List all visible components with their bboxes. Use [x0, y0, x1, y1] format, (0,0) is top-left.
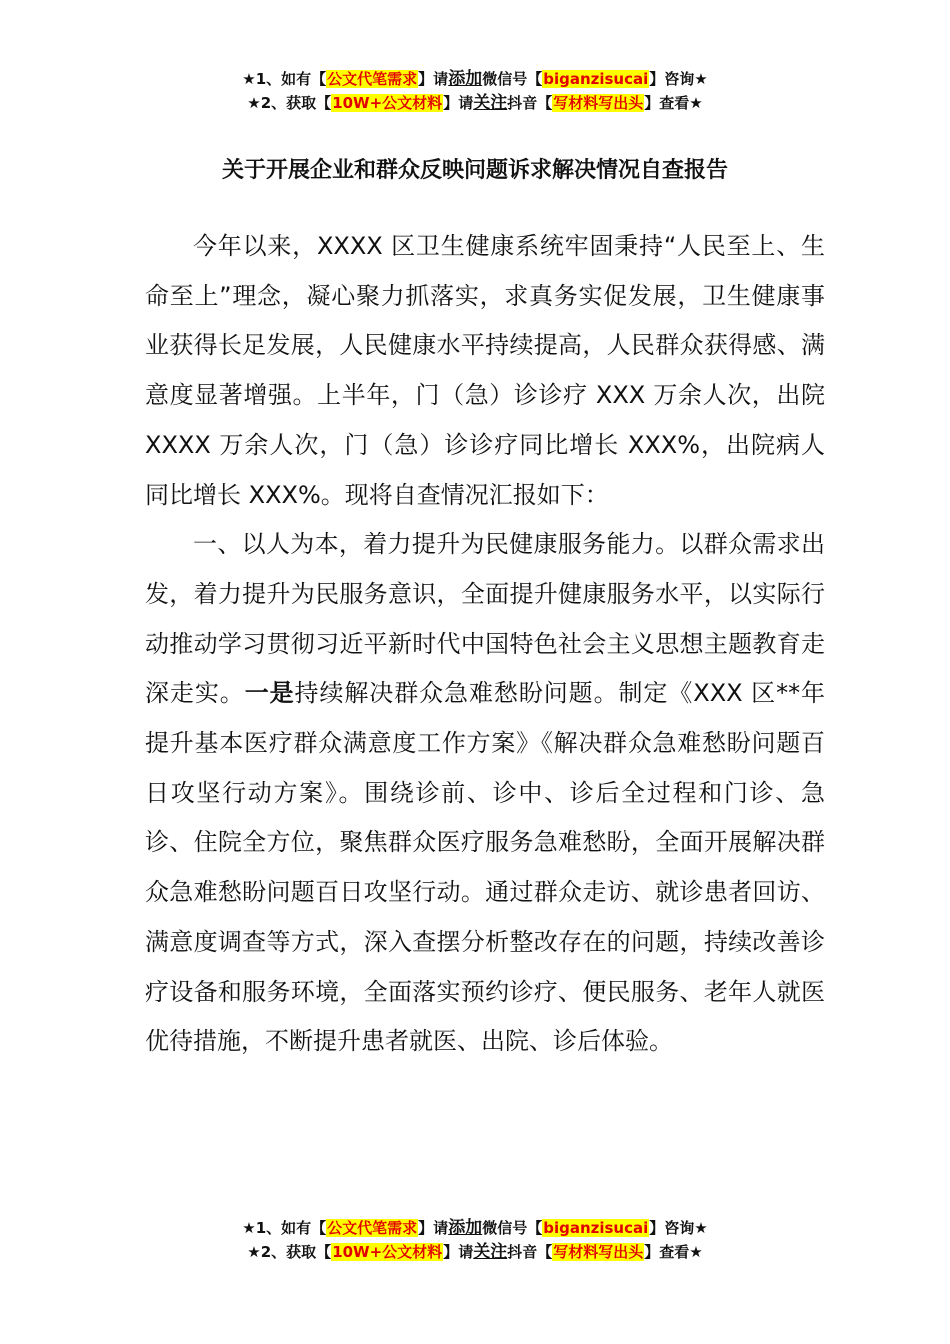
promo-text: 】咨询★ [649, 70, 708, 88]
promo-text: 抖音【 [507, 94, 553, 112]
highlight-wechat-id: biganzisucai [543, 70, 649, 88]
emphasis-text: 一是 [244, 679, 295, 708]
promo-text: 微信号【 [482, 1219, 543, 1237]
promo-text: 】请 [443, 94, 474, 112]
promo-line-2 [0, 1240, 950, 1264]
underlined-add: 添加 [448, 69, 483, 89]
promo-line-2 [0, 91, 950, 115]
promo-text: 】查看★ [644, 94, 703, 112]
promo-line-1 [0, 67, 950, 91]
promo-line-1 [0, 1216, 950, 1240]
underlined-follow: 关注 [473, 93, 508, 113]
promo-text: 】请 [443, 1243, 474, 1261]
promo-text: 抖音【 [507, 1243, 553, 1261]
paragraph-text: 持续解决群众急难愁盼问题。制定《XXX 区**年提升基本医疗群众满意度工作方案》《解决群众急难愁盼问题百日攻坚行动方案》。围绕诊前、诊中、诊后全过程和门诊、急诊、住院全方位，聚焦群众医疗服务急难愁盼，全面开展解决群众急难愁盼问题百日攻坚行动。通过群众走访、就诊患者回访、满意度调查等方式，深入查摆分析整改存在的问题，持续改善诊疗设备和服务环境，全面落实预约诊疗、便民服务、老年人就医优待措施，不断提升患者就医、出院、诊后体验。 [145, 679, 825, 1056]
promo-text: 】请 [418, 70, 449, 88]
highlight-materials: 10W+公文材料 [332, 1243, 443, 1261]
document-body [145, 222, 825, 1067]
paragraph-text: 一、以人为本，着力提升为民健康服务能力。以群众需求出发，着力提升为民服务意识，全面提升健康服务水平，以实际行动推动学习贯彻习近平新时代中国特色社会主义思想主题教育走深走实。 [145, 530, 825, 708]
promo-text: 】咨询★ [649, 1219, 708, 1237]
promo-text: 】请 [418, 1219, 449, 1237]
highlight-service: 公文代笔需求 [327, 70, 418, 88]
promo-banner-top [0, 67, 950, 115]
underlined-follow: 关注 [473, 1242, 508, 1262]
highlight-service: 公文代笔需求 [327, 1219, 418, 1237]
highlight-douyin-id: 写材料写出头 [553, 1243, 644, 1261]
promo-text: ★2、获取【 [247, 1243, 332, 1261]
promo-text: ★1、如有【 [242, 1219, 327, 1237]
highlight-douyin-id: 写材料写出头 [553, 94, 644, 112]
promo-text: 微信号【 [482, 70, 543, 88]
promo-text: ★2、获取【 [247, 94, 332, 112]
promo-banner-bottom [0, 1216, 950, 1264]
promo-text: 】查看★ [644, 1243, 703, 1261]
promo-text: ★1、如有【 [242, 70, 327, 88]
highlight-wechat-id: biganzisucai [543, 1219, 649, 1237]
paragraph-intro: 今年以来，XXXX 区卫生健康系统牢固秉持“人民至上、生命至上”理念，凝心聚力抓落实，求真务实促发展，卫生健康事业获得长足发展，人民健康水平持续提高，人民群众获得感、满意度显著增强。上半年，门（急）诊诊疗 XXX 万余人次，出院 XXXX 万余人次，门（急）诊诊疗同比增长 XXX%，出院病人同比增长 XXX%。现将自查情况汇报如下： [145, 232, 825, 509]
paragraph-section-1 [145, 520, 825, 1067]
underlined-add: 添加 [448, 1218, 483, 1238]
highlight-materials: 10W+公文材料 [332, 94, 443, 112]
document-title: 关于开展企业和群众反映问题诉求解决情况自查报告 [221, 158, 728, 183]
